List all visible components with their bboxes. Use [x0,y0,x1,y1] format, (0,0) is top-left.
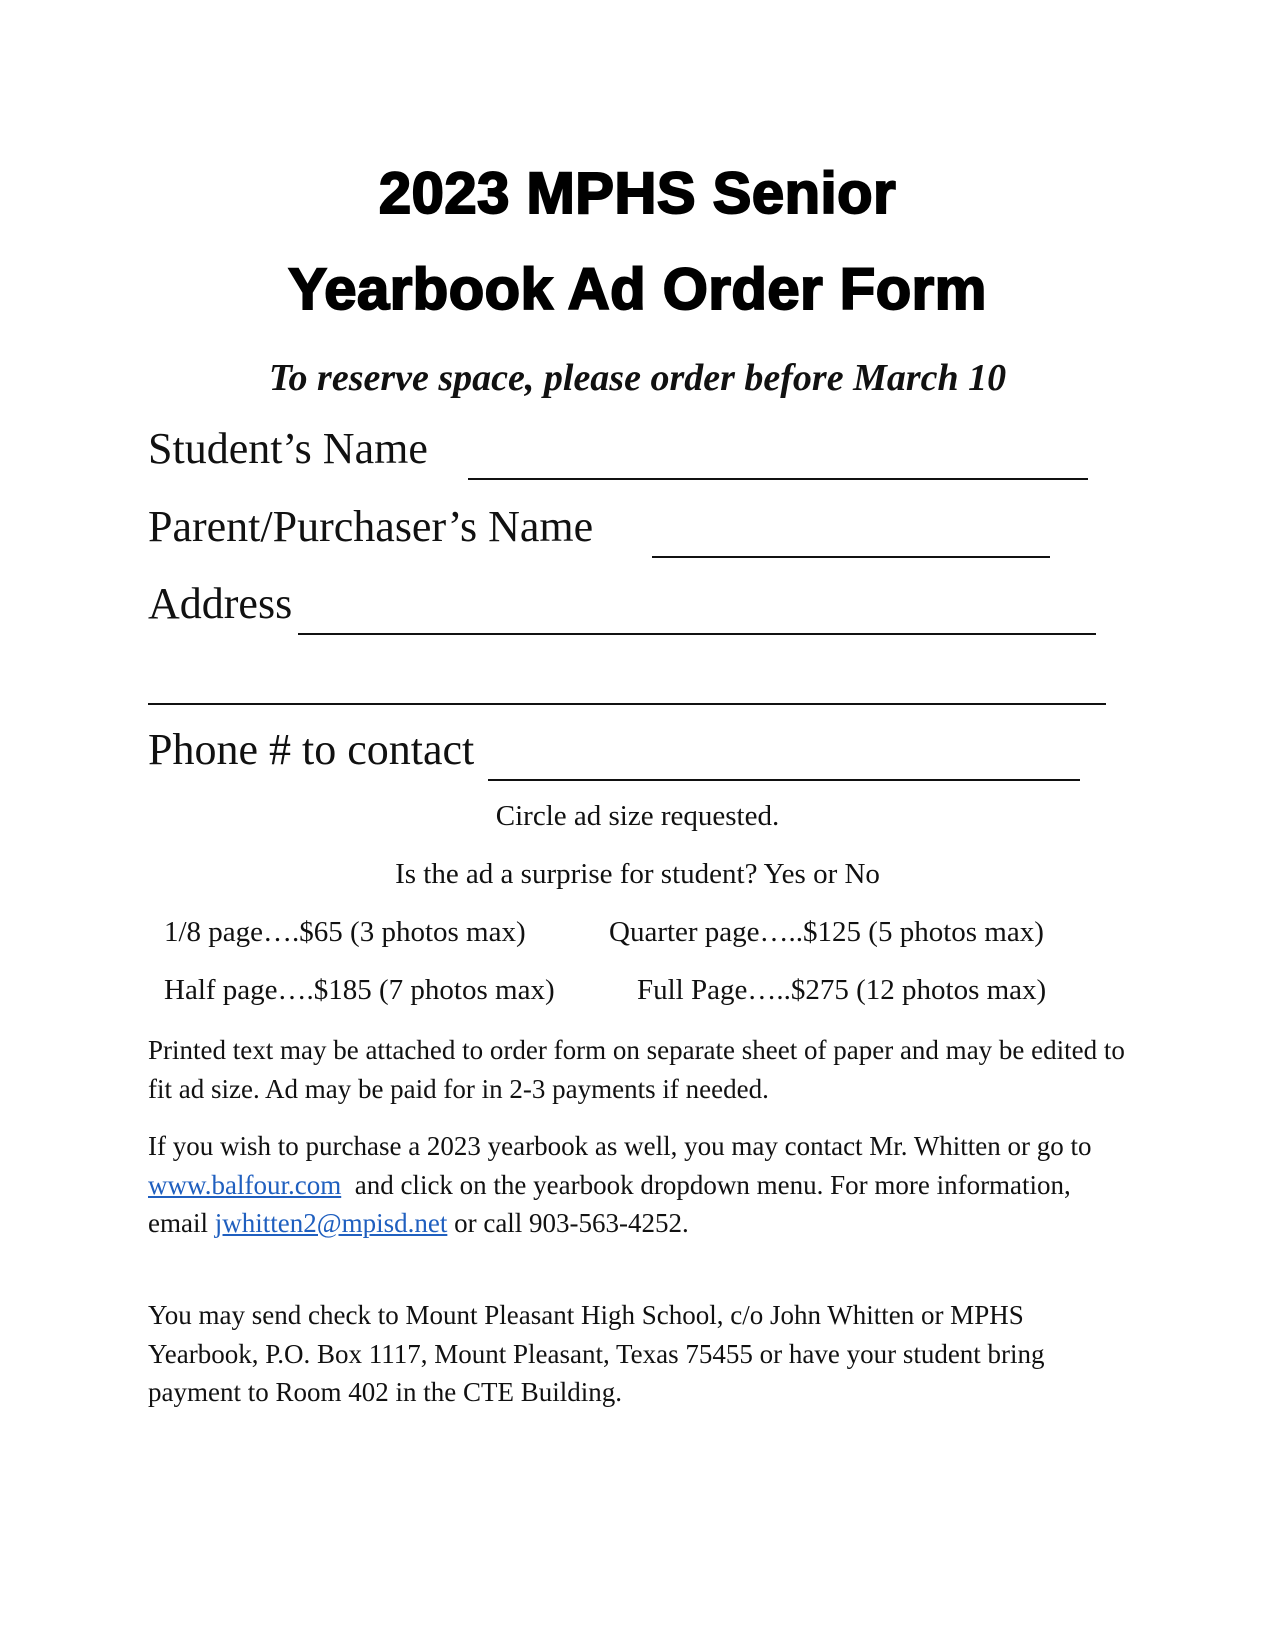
price-half-page[interactable]: Half page….$185 (7 photos max) [164,974,555,1006]
address-field[interactable] [298,633,1096,635]
parent-name-field[interactable] [652,556,1050,558]
surprise-question: Is the ad a surprise for student? Yes or No [395,858,880,890]
purchase-yearbook-paragraph [148,1127,1128,1243]
order-deadline-subtitle: To reserve space, please order before March 10 [268,357,1007,399]
title-line-1: 2023 MPHS Senior [378,161,897,226]
mailing-paragraph: You may send check to Mount Pleasant High School, c/o John Whitten or MPHS Yearbook, P.O. Box 1117, Mount Pleasant, Texas 75455 or have your student bring payment to Room 402 in the CTE Building. [148,1300,1045,1407]
address-label: Address [148,579,293,628]
student-name-label: Student’s Name [148,424,428,473]
phone-label: Phone # to contact [148,725,475,774]
parent-name-label: Parent/Purchaser’s Name [148,502,594,551]
circle-ad-size-instruction: Circle ad size requested. [495,800,780,832]
purchase-text-part-3: or call 903-563-4252. [454,1208,689,1238]
price-quarter-page[interactable]: Quarter page…..$125 (5 photos max) [609,916,1044,948]
purchase-text-part-2: and click on the yearbook dropdown menu. For more information, email [148,1169,1071,1238]
printed-text-paragraph: Printed text may be attached to order form on separate sheet of paper and may be edited to fit ad size. Ad may be paid for in 2-3 payments if needed. [148,1035,1125,1104]
price-full-page[interactable]: Full Page…..$275 (12 photos max) [637,974,1047,1006]
title-line-2: Yearbook Ad Order Form [288,257,987,322]
phone-field[interactable] [488,779,1080,781]
price-eighth-page[interactable]: 1/8 page….$65 (3 photos max) [164,916,526,948]
balfour-website-link[interactable]: www.balfour.com [148,1169,342,1200]
student-name-field[interactable] [468,478,1088,480]
address-field-line-2[interactable] [148,703,1106,705]
purchase-text-part-1: If you wish to purchase a 2023 yearbook as well, you may contact Mr. Whitten or go to [148,1131,1092,1161]
email-link[interactable]: jwhitten2@mpisd.net [214,1208,448,1238]
